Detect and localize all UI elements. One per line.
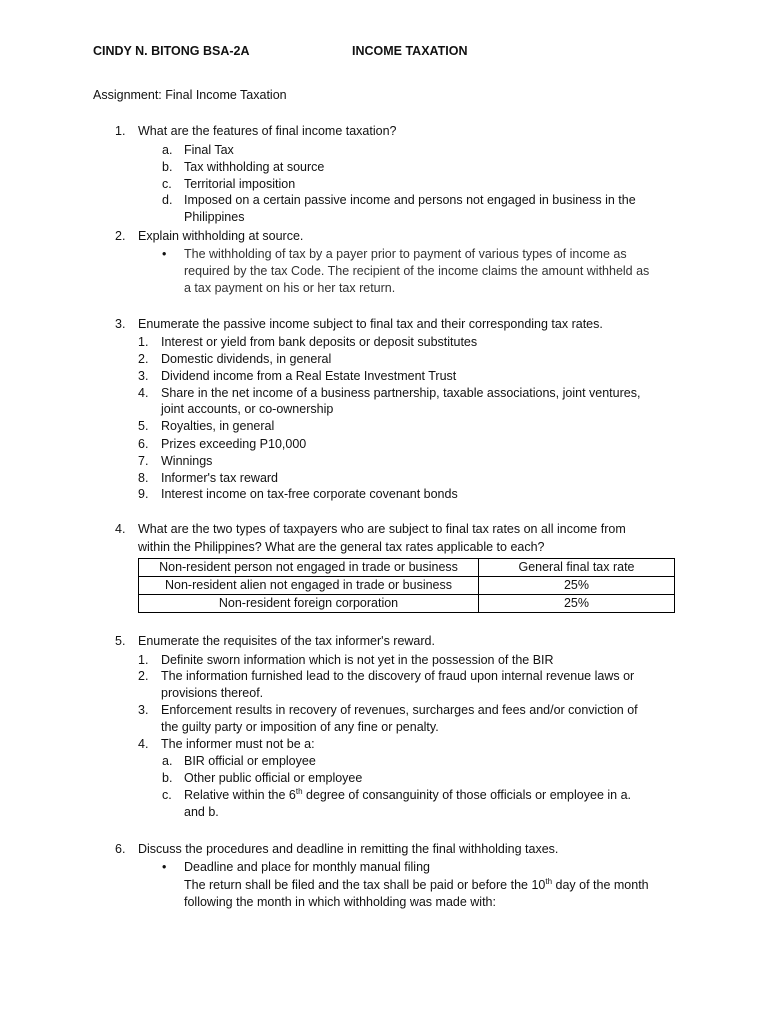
q6-bullet-text: Deadline and place for monthly manual filing — [184, 860, 430, 874]
q3-item-marker: 4. — [138, 386, 149, 400]
q2-answer-line: The withholding of tax by a payer prior to payment of various types of income as — [184, 247, 627, 261]
q5-number: 5. — [115, 634, 126, 648]
student-name: CINDY N. BITONG BSA-2A — [93, 44, 250, 58]
text-segment: Relative within the 6 — [184, 788, 296, 802]
q2-bullet: • — [162, 247, 167, 261]
q5-item-marker: 3. — [138, 703, 149, 717]
q5-item-text-continued: provisions thereof. — [161, 686, 264, 700]
q3-item-text: Prizes exceeding P10,000 — [161, 437, 307, 451]
q6-bullet: • — [162, 860, 167, 874]
q5-subitem-text — [184, 787, 631, 804]
text-segment: degree of consanguinity of those officials or employee in a. — [302, 788, 631, 802]
table-row — [139, 595, 675, 613]
assignment-title: Assignment: Final Income Taxation — [93, 88, 287, 102]
q3-item-text: Winnings — [161, 454, 213, 468]
q3-item-text: Interest income on tax-free corporate covenant bonds — [161, 487, 458, 501]
q3-item-text: Interest or yield from bank deposits or deposit substitutes — [161, 335, 478, 349]
q1-item-marker: d. — [162, 193, 173, 207]
table-cell: Non-resident alien not engaged in trade or business — [139, 577, 479, 595]
q3-item-marker: 2. — [138, 352, 149, 366]
q1-item-text: Imposed on a certain passive income and persons not engaged in business in the — [184, 193, 636, 207]
q1-item-marker: a. — [162, 143, 173, 157]
q3-item-text: Royalties, in general — [161, 419, 275, 433]
q3-item-text: Dividend income from a Real Estate Investment Trust — [161, 369, 457, 383]
q5-item-marker: 1. — [138, 653, 149, 667]
q3-item-text-continued: joint accounts, or co-ownership — [161, 402, 334, 416]
q5-item-text: Definite sworn information which is not yet in the possession of the BIR — [161, 653, 554, 667]
superscript: th — [295, 786, 303, 796]
q5-subitem-text-continued: and b. — [184, 805, 219, 819]
q2-answer-line: required by the tax Code. The recipient of the income claims the amount withheld as — [184, 264, 650, 278]
tax-rate-table — [138, 558, 675, 613]
table-cell: 25% — [479, 595, 675, 613]
q5-item-text: The informer must not be a: — [161, 737, 315, 751]
q5-item-marker: 2. — [138, 669, 149, 683]
q1-item-marker: b. — [162, 160, 173, 174]
table-header-row — [139, 559, 675, 577]
q1-item-text: Tax withholding at source — [184, 160, 325, 174]
q3-item-text: Domestic dividends, in general — [161, 352, 332, 366]
q3-item-text: Share in the net income of a business partnership, taxable associations, joint ventures, — [161, 386, 641, 400]
q1-item-marker: c. — [162, 177, 172, 191]
q3-number: 3. — [115, 317, 126, 331]
q5-item-text: Enforcement results in recovery of revenues, surcharges and fees and/or conviction of — [161, 703, 638, 717]
table-cell: 25% — [479, 577, 675, 595]
q2-answer-line: a tax payment on his or her tax return. — [184, 281, 396, 295]
q5-subitem-text: BIR official or employee — [184, 754, 316, 768]
q6-body-line: following the month in which withholding was made with: — [184, 895, 496, 909]
q5-subitem-marker: b. — [162, 771, 173, 785]
q4-question-line: What are the two types of taxpayers who are subject to final tax rates on all income from — [138, 522, 626, 536]
q1-item-text: Final Tax — [184, 143, 234, 157]
q4-number: 4. — [115, 522, 126, 536]
q1-item-text-continued: Philippines — [184, 210, 245, 224]
q6-body-line — [184, 877, 649, 894]
subject-title: INCOME TAXATION — [352, 44, 468, 58]
table-row — [139, 577, 675, 595]
q3-item-text: Informer's tax reward — [161, 471, 279, 485]
text-segment: The return shall be filed and the tax shall be paid or before the 10 — [184, 878, 546, 892]
table-header-cell: Non-resident person not engaged in trade or business — [139, 559, 479, 577]
q5-item-marker: 4. — [138, 737, 149, 751]
q6-question: Discuss the procedures and deadline in remitting the final withholding taxes. — [138, 842, 559, 856]
table-header-cell: General final tax rate — [479, 559, 675, 577]
q1-number: 1. — [115, 124, 126, 138]
table-cell: Non-resident foreign corporation — [139, 595, 479, 613]
q1-question: What are the features of final income taxation? — [138, 124, 397, 138]
q5-subitem-marker: c. — [162, 788, 172, 802]
q4-question-line: within the Philippines? What are the general tax rates applicable to each? — [138, 540, 545, 554]
q3-question: Enumerate the passive income subject to final tax and their corresponding tax rates. — [138, 317, 603, 331]
q1-item-text: Territorial imposition — [184, 177, 296, 191]
q3-item-marker: 6. — [138, 437, 149, 451]
q2-number: 2. — [115, 229, 126, 243]
q3-item-marker: 9. — [138, 487, 149, 501]
q3-item-marker: 3. — [138, 369, 149, 383]
q3-item-marker: 7. — [138, 454, 149, 468]
q5-subitem-marker: a. — [162, 754, 173, 768]
q6-number: 6. — [115, 842, 126, 856]
q5-subitem-text: Other public official or employee — [184, 771, 363, 785]
q3-item-marker: 8. — [138, 471, 149, 485]
superscript: th — [545, 876, 553, 886]
text-segment: day of the month — [552, 878, 649, 892]
q2-question: Explain withholding at source. — [138, 229, 304, 243]
q3-item-marker: 5. — [138, 419, 149, 433]
q5-question: Enumerate the requisites of the tax informer's reward. — [138, 634, 435, 648]
q5-item-text-continued: the guilty party or imposition of any fine or penalty. — [161, 720, 439, 734]
q3-item-marker: 1. — [138, 335, 149, 349]
q5-item-text: The information furnished lead to the discovery of fraud upon internal revenue laws or — [161, 669, 635, 683]
